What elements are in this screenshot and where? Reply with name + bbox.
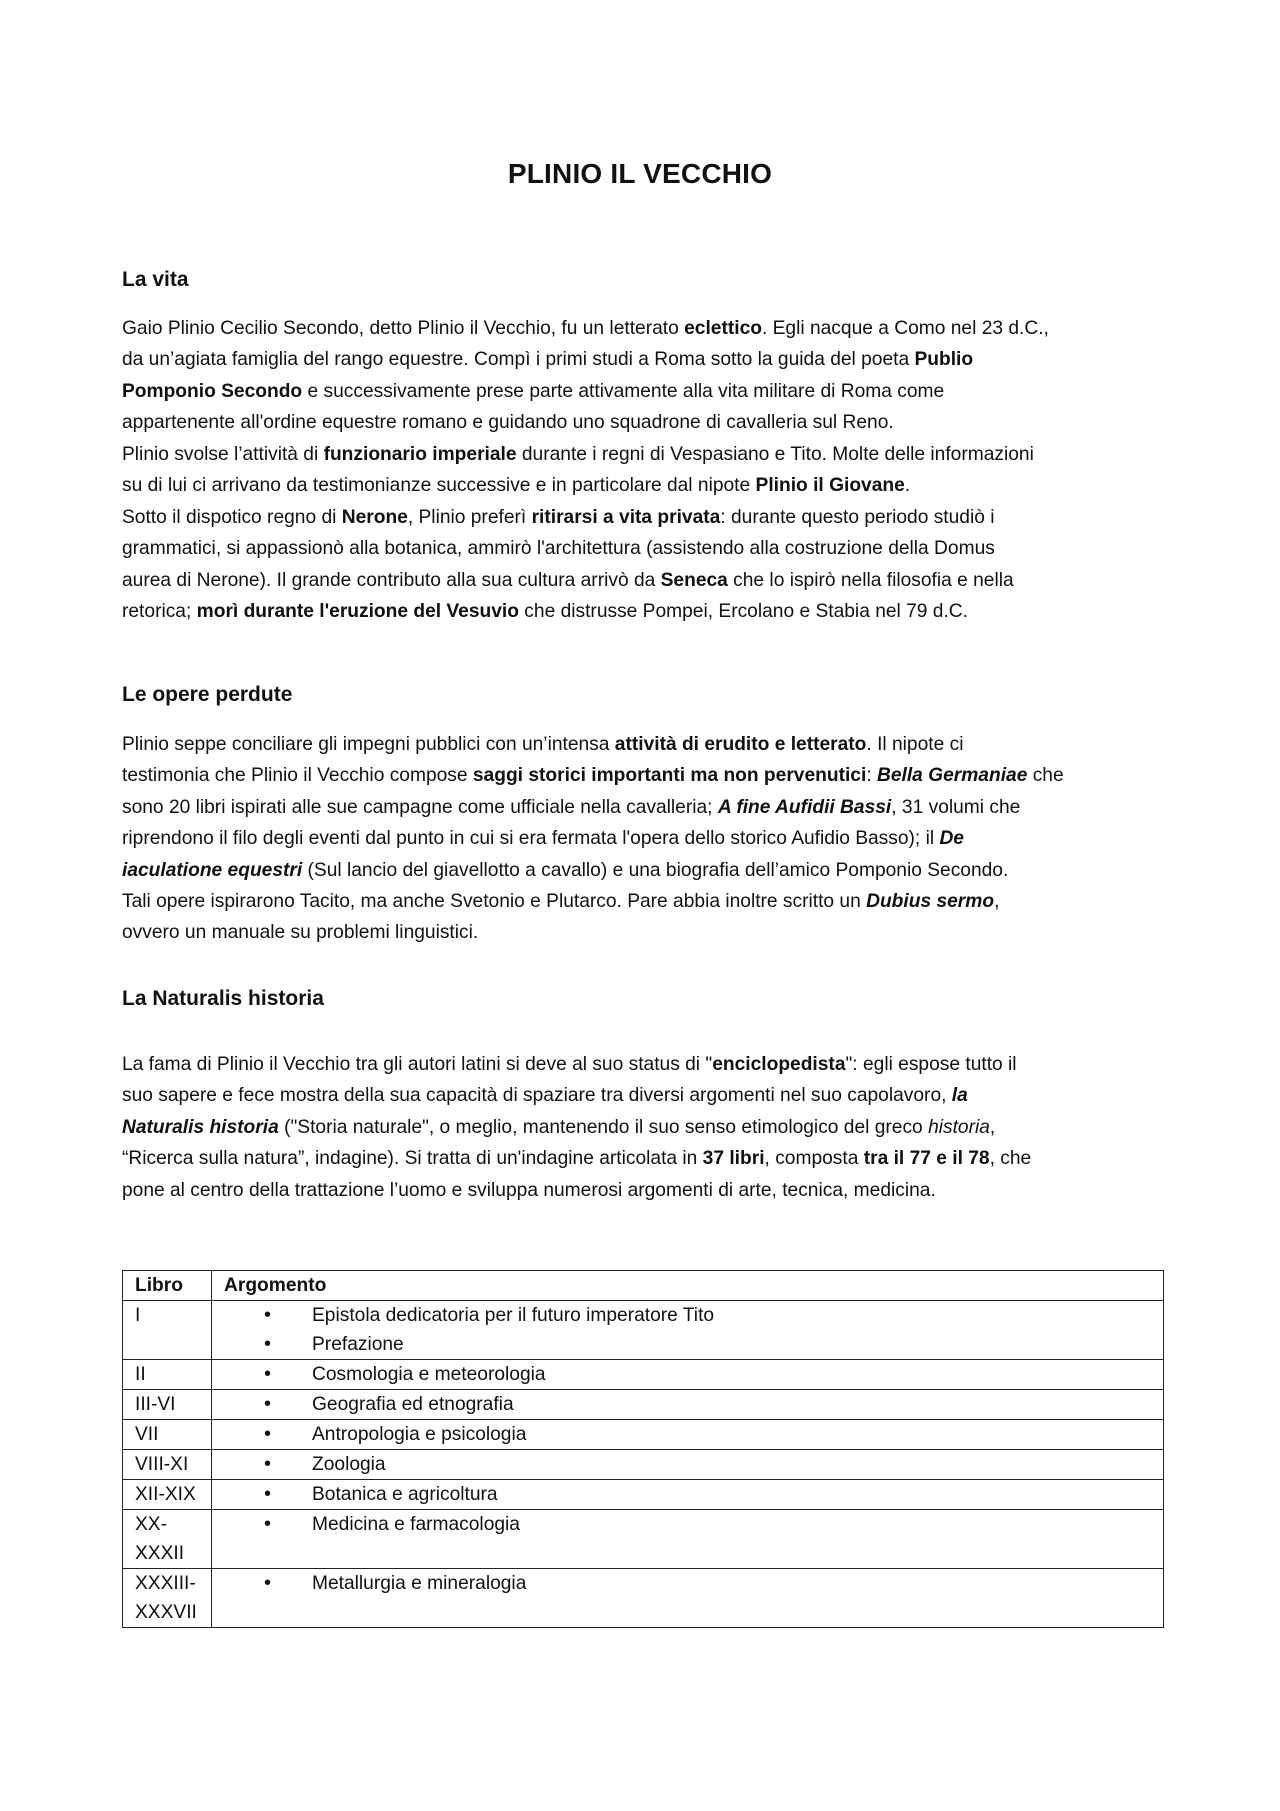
argomento-cell [212,1569,1164,1628]
argomento-cell [212,1301,1164,1360]
table-row [123,1420,1164,1450]
libro-cell: XX- XXXII [123,1510,212,1569]
libro-cell: I [123,1301,212,1360]
libro-cell: VIII-XI [123,1450,212,1480]
libro-cell: XII-XIX [123,1480,212,1510]
table-row [123,1480,1164,1510]
list-item: • Epistola dedicatoria per il futuro imperatore Tito [224,1301,1163,1330]
bullet-icon: • [264,1572,272,1594]
table-row [123,1510,1164,1569]
bullet-icon: • [264,1483,272,1505]
bullet-icon: • [264,1363,272,1385]
bullet-icon: • [264,1453,272,1475]
paragraph-perdute-2: Tali opere ispirarono Tacito, ma anche Svetonio e Plutarco. Pare abbia inoltre scritto un Dubius sermo, ovvero un manuale su problemi linguistici. [122,891,1000,944]
list-item: • Metallurgia e mineralogia [224,1569,1163,1598]
list-item: • Cosmologia e meteorologia [224,1360,1163,1389]
libro-cell: VII [123,1420,212,1450]
paragraph-vita-1: Gaio Plinio Cecilio Secondo, detto Plinio il Vecchio, fu un letterato eclettico. Egli nacque a Como nel 23 d.C., da un’agiata famiglia del rango equestre. Compì i primi studi a Roma sotto la guida del poeta Publio Pomponio Secondo e successivamente prese parte attivamente alla vita militare di Roma come appartenente all'ordine equestre romano e guidando uno squadrone di cavalleria sul Reno. [122,318,1049,434]
argomento-cell [212,1450,1164,1480]
table-row [123,1390,1164,1420]
list-item: • Medicina e farmacologia [224,1510,1163,1539]
page-title: PLINIO IL VECCHIO [507,158,773,189]
table-header-row [123,1271,1164,1301]
argomento-cell [212,1420,1164,1450]
table-row [123,1569,1164,1628]
argomento-cell [212,1390,1164,1420]
list-item: • Botanica e agricoltura [224,1480,1163,1509]
bullet-icon: • [264,1423,272,1445]
bullet-icon: • [264,1333,272,1355]
bullet-icon: • [264,1304,272,1326]
table-row [123,1360,1164,1390]
paragraph-naturalis-1: La fama di Plinio il Vecchio tra gli autori latini si deve al suo status di "enciclopedista": egli espose tutto il suo sapere e fece mostra della sua capacità di spaziare tra diversi argomenti nel suo capolavoro, la Naturalis historia ("Storia naturale", o meglio, mantenendo il suo senso etimologico del greco historia, “Ricerca sulla natura”, indagine). Si tratta di un'indagine articolata in 37 libri, composta tra il 77 e il 78, che pone al centro della trattazione l’uomo e sviluppa numerosi argomenti di arte, tecnica, medicina. [122,1054,1032,1201]
section-heading-opere-perdute: Le opere perdute [122,683,293,706]
section-heading-naturalis-historia: La Naturalis historia [122,987,324,1010]
list-item: • Geografia ed etnografia [224,1390,1163,1419]
argomento-cell [212,1360,1164,1390]
paragraph-vita-2: Plinio svolse l’attività di funzionario imperiale durante i regni di Vespasiano e Tito. Molte delle informazioni su di lui ci arrivano da testimonianze successive e in particolare dal nipote Plinio il Giovane. [122,444,1034,497]
libro-cell: XXXIII- XXXVII [123,1569,212,1628]
list-item: • Antropologia e psicologia [224,1420,1163,1449]
paragraph-perdute-1: Plinio seppe conciliare gli impegni pubblici con un’intensa attività di erudito e letterato. Il nipote ci testimonia che Plinio il Vecchio compose saggi storici importanti ma non pervenutici: Bella Germaniae che sono 20 libri ispirati alle sue campagne come ufficiale nella cavalleria; A fine Aufidii Bassi, 31 volumi che riprendono il filo degli eventi dal punto in cui si era fermata l'opera dello storico Aufidio Basso); il De iaculatione equestri (Sul lancio del giavellotto a cavallo) e una biografia dell’amico Pomponio Secondo. [122,734,1064,881]
books-table [122,1270,1164,1628]
list-item: • Zoologia [224,1450,1163,1479]
section-heading-vita: La vita [122,268,189,291]
table-row [123,1301,1164,1360]
argomento-cell [212,1480,1164,1510]
libro-cell: III-VI [123,1390,212,1420]
list-item: • Prefazione [224,1330,1163,1359]
column-header-argomento: Argomento [212,1271,1164,1301]
table-row [123,1450,1164,1480]
bullet-icon: • [264,1393,272,1415]
paragraph-vita-3: Sotto il dispotico regno di Nerone, Plinio preferì ritirarsi a vita privata: durante questo periodo studiò i grammatici, si appassionò alla botanica, ammirò l'architettura (assistendo alla costruzione della Domus aurea di Nerone). Il grande contributo alla sua cultura arrivò da Seneca che lo ispirò nella filosofia e nella retorica; morì durante l'eruzione del Vesuvio che distrusse Pompei, Ercolano e Stabia nel 79 d.C. [122,507,1014,623]
libro-cell: II [123,1360,212,1390]
column-header-libro: Libro [123,1271,212,1301]
bullet-icon: • [264,1513,272,1535]
argomento-cell [212,1510,1164,1569]
